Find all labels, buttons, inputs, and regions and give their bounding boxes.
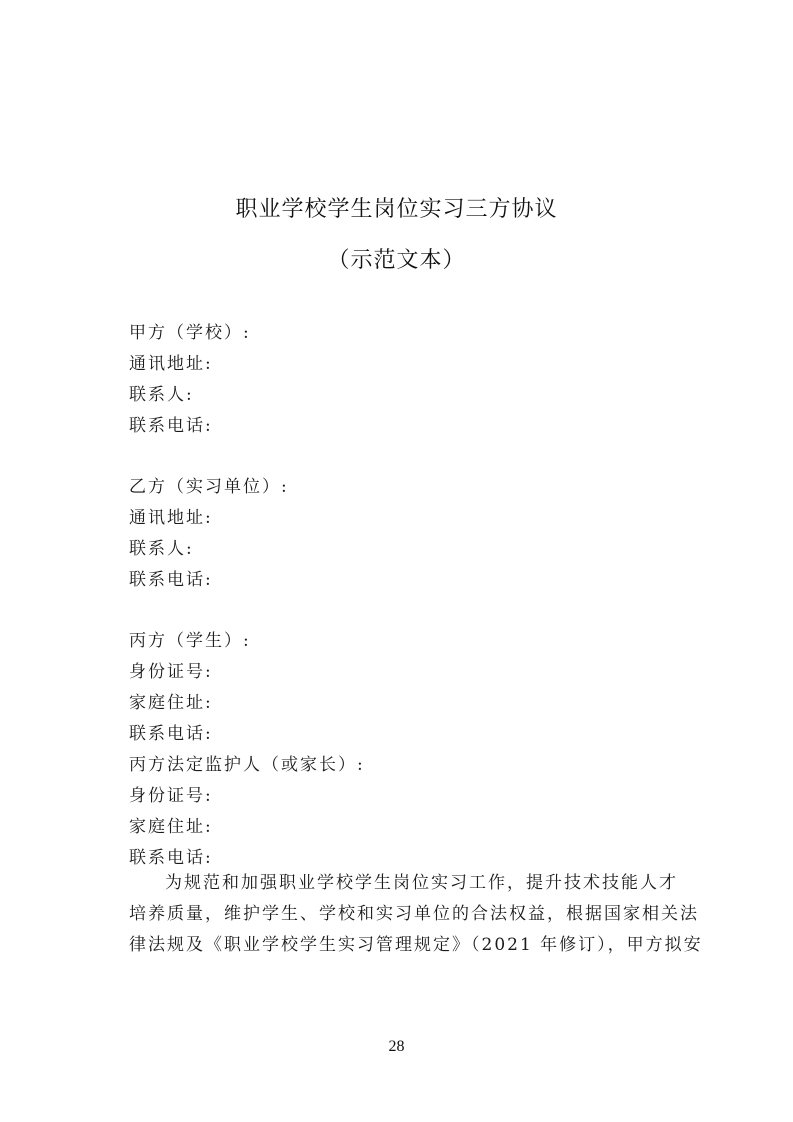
party-b-heading: 乙方（实习单位）: xyxy=(129,477,289,497)
party-c-guardian-heading: 丙方法定监护人（或家长）: xyxy=(129,755,365,775)
page-number: 28 xyxy=(388,1038,405,1055)
preamble-line-3: 律法规及《职业学校学生实习管理规定》（2021 年修订），甲方拟安 xyxy=(129,935,703,955)
party-c-home-address: 家庭住址: xyxy=(129,693,213,713)
party-a-heading: 甲方（学校）: xyxy=(129,323,251,343)
preamble-line-2: 培养质量，维护学生、学校和实习单位的合法权益，根据国家相关法 xyxy=(129,904,699,924)
party-b-contact: 联系人: xyxy=(129,539,194,559)
party-a-contact: 联系人: xyxy=(129,385,194,405)
preamble-paragraph xyxy=(129,868,703,961)
document-subtitle: （示范文本） xyxy=(327,248,466,273)
party-c-phone: 联系电话: xyxy=(129,724,213,744)
party-c-id-number: 身份证号: xyxy=(129,662,213,682)
party-c-heading: 丙方（学生）: xyxy=(129,631,251,651)
party-c-guardian-home-address: 家庭住址: xyxy=(129,817,213,837)
preamble-line-1: 为规范和加强职业学校学生岗位实习工作，提升技术技能人才 xyxy=(165,873,678,893)
party-a-address: 通讯地址: xyxy=(129,354,213,374)
document-title: 职业学校学生岗位实习三方协议 xyxy=(235,197,558,222)
party-c-guardian-id-number: 身份证号: xyxy=(129,786,213,806)
party-b-address: 通讯地址: xyxy=(129,508,213,528)
party-c-guardian-phone: 联系电话: xyxy=(129,848,213,868)
party-a-phone: 联系电话: xyxy=(129,416,213,436)
party-b-phone: 联系电话: xyxy=(129,570,213,590)
